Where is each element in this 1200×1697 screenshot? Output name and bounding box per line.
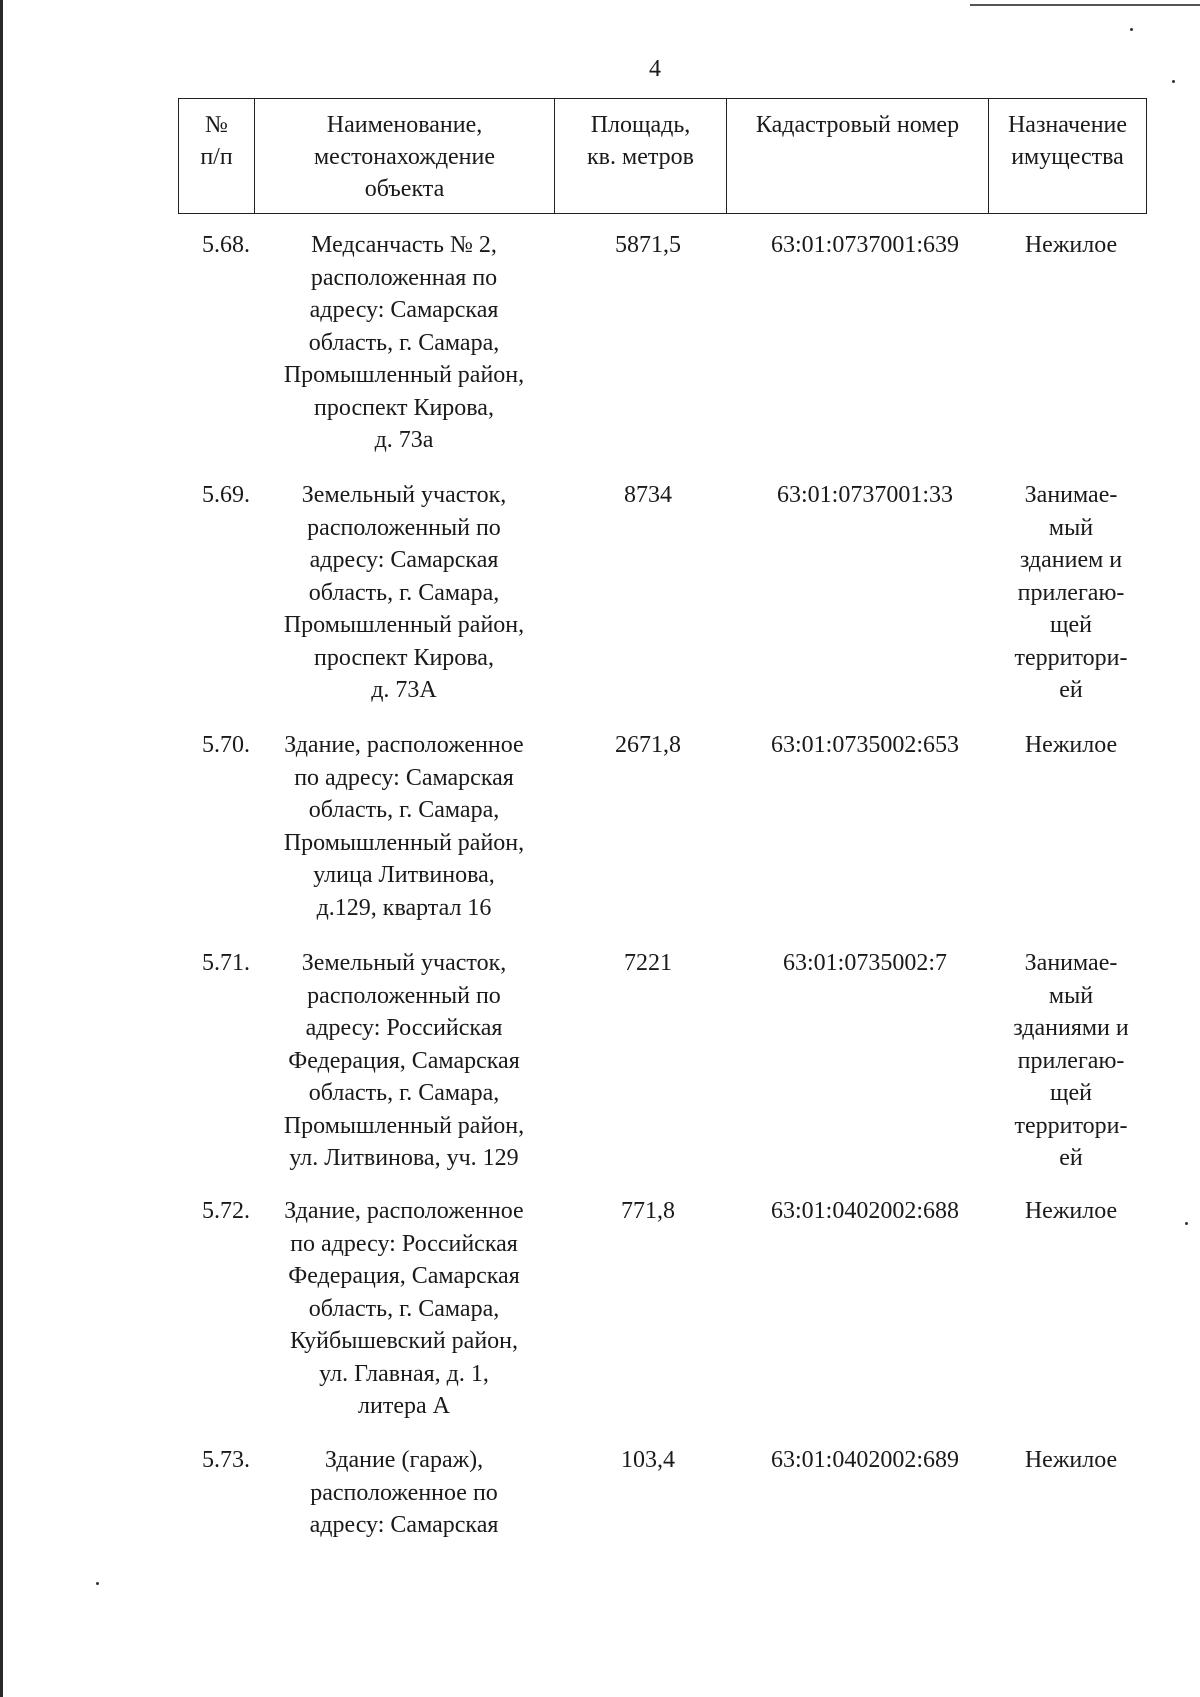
header-name-location: Наименование, местонахождение объекта — [255, 99, 555, 214]
object-name-location: Здание, расположенное по адресу: Самарская область, г. Самара, Промышленный район, улица Литвинова, д.129, квартал 16 — [283, 732, 525, 921]
scan-speck — [1130, 28, 1133, 31]
page-number: 4 — [649, 56, 661, 82]
cadastral-number: 63:01:0735002:7 — [782, 950, 947, 976]
cadastral-number: 63:01:0402002:688 — [770, 1198, 959, 1224]
row-number: 5.72. — [202, 1198, 250, 1224]
header-number: № п/п — [179, 99, 255, 214]
cadastral-number: 63:01:0735002:653 — [770, 732, 959, 758]
row-number: 5.73. — [202, 1447, 250, 1473]
header-purpose: Назначение имущества — [989, 99, 1147, 214]
header-area: Площадь, кв. метров — [555, 99, 727, 214]
object-name-location: Здание (гараж), расположенное по адресу: Самарская — [309, 1447, 499, 1538]
row-number: 5.68. — [202, 232, 250, 258]
area-value: 7221 — [624, 950, 672, 976]
scan-left-border — [0, 0, 3, 1697]
property-purpose: Нежилое — [1024, 1447, 1118, 1473]
area-value: 103,4 — [621, 1447, 675, 1473]
property-table-header — [178, 98, 1147, 214]
property-purpose: Нежилое — [1024, 1198, 1118, 1224]
row-number: 5.70. — [202, 732, 250, 758]
property-purpose: Занимае- мый зданием и прилегаю- щей территори- ей — [1014, 482, 1128, 703]
row-number: 5.69. — [202, 482, 250, 508]
scan-top-line — [970, 4, 1200, 6]
cadastral-number: 63:01:0402002:689 — [770, 1447, 959, 1473]
property-purpose: Нежилое — [1024, 732, 1118, 758]
object-name-location: Земельный участок, расположенный по адресу: Самарская область, г. Самара, Промышленный район, проспект Кирова, д. 73А — [283, 482, 525, 703]
area-value: 5871,5 — [615, 232, 681, 258]
scan-speck — [96, 1582, 99, 1585]
area-value: 8734 — [624, 482, 672, 508]
row-number: 5.71. — [202, 950, 250, 976]
header-row — [179, 99, 1147, 214]
object-name-location: Медсанчасть № 2, расположенная по адресу: Самарская область, г. Самара, Промышленный район, проспект Кирова, д. 73а — [283, 232, 525, 453]
cadastral-number: 63:01:0737001:33 — [776, 482, 953, 508]
object-name-location: Земельный участок, расположенный по адресу: Российская Федерация, Самарская область, г. Самара, Промышленный район, ул. Литвинова, уч. 129 — [283, 950, 525, 1171]
property-purpose: Занимае- мый зданиями и прилегаю- щей территори- ей — [1013, 950, 1129, 1171]
object-name-location: Здание, расположенное по адресу: Российская Федерация, Самарская область, г. Самара, Куйбышевский район, ул. Главная, д. 1, литера А — [284, 1198, 524, 1419]
scan-speck — [1185, 1222, 1188, 1225]
area-value: 2671,8 — [615, 732, 681, 758]
area-value: 771,8 — [621, 1198, 675, 1224]
cadastral-number: 63:01:0737001:639 — [770, 232, 959, 258]
property-purpose: Нежилое — [1024, 232, 1118, 258]
header-cadastral-number: Кадастровый номер — [727, 99, 989, 214]
